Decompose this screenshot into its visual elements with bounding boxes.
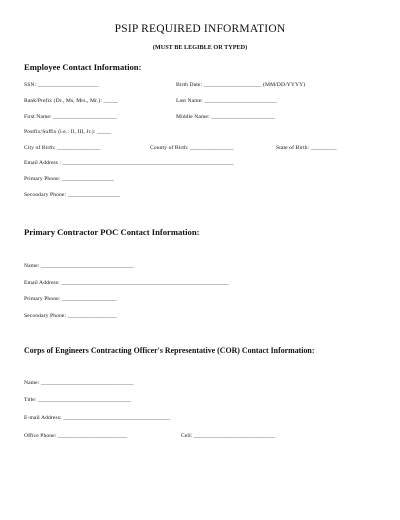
first-name-field[interactable]: First Name: ______________________ xyxy=(24,114,117,120)
contractor-primary-phone-field[interactable]: Primary Phone: ___________________ xyxy=(24,296,117,302)
contractor-name-field[interactable]: Name: ________________________________ xyxy=(24,263,134,269)
cor-name-field[interactable]: Name: ________________________________ xyxy=(24,380,134,386)
county-of-birth-field[interactable]: County of Birth: _______________ xyxy=(150,145,234,151)
birth-date-field[interactable]: Birth Date: ____________________ (MM/DD/YYYY) xyxy=(176,82,306,88)
cor-office-phone-field[interactable]: Office Phone: ________________________ xyxy=(24,433,128,439)
employee-email-field[interactable]: Email Address : ___________________________________________________________ xyxy=(24,160,234,166)
employee-section-heading: Employee Contact Information: xyxy=(24,62,142,72)
cor-cell-field[interactable]: Cell: ____________________________ xyxy=(181,433,275,439)
suffix-field[interactable]: Postfix/Suffix (i.e.: II, III, Jr.): _____ xyxy=(24,129,112,135)
cor-section-heading: Corps of Engineers Contracting Officer's Representative (COR) Contact Information: xyxy=(24,346,315,355)
rank-prefix-field[interactable]: Rank/Prefix (Dr., Ms, Mrs., Mr.): _____ xyxy=(24,98,118,104)
cor-email-field[interactable]: E-mail Address: _____________________________________ xyxy=(24,415,171,421)
contractor-secondary-phone-field[interactable]: Secondary Phone: _________________ xyxy=(24,313,117,319)
employee-primary-phone-field[interactable]: Primary Phone: __________________ xyxy=(24,176,115,182)
contractor-email-field[interactable]: Email Address: __________________________________________________________ xyxy=(24,280,230,286)
contractor-section-heading: Primary Contractor POC Contact Information: xyxy=(24,227,200,237)
form-title: PSIP REQUIRED INFORMATION xyxy=(114,23,286,35)
employee-secondary-phone-field[interactable]: Secondary Phone: __________________ xyxy=(24,192,120,198)
state-of-birth-field[interactable]: State of Birth: _________ xyxy=(276,145,337,151)
form-subtitle: (MUST BE LEGIBLE OR TYPED) xyxy=(152,44,248,51)
ssn-field[interactable]: SSN: _____________________ xyxy=(24,82,99,88)
cor-title-field[interactable]: Title: ________________________________ xyxy=(24,397,131,403)
middle-name-field[interactable]: Middle Name: ______________________ xyxy=(176,114,275,120)
city-of-birth-field[interactable]: City of Birth: _______________ xyxy=(24,145,101,151)
last-name-field[interactable]: Last Name: _________________________ xyxy=(176,98,277,104)
